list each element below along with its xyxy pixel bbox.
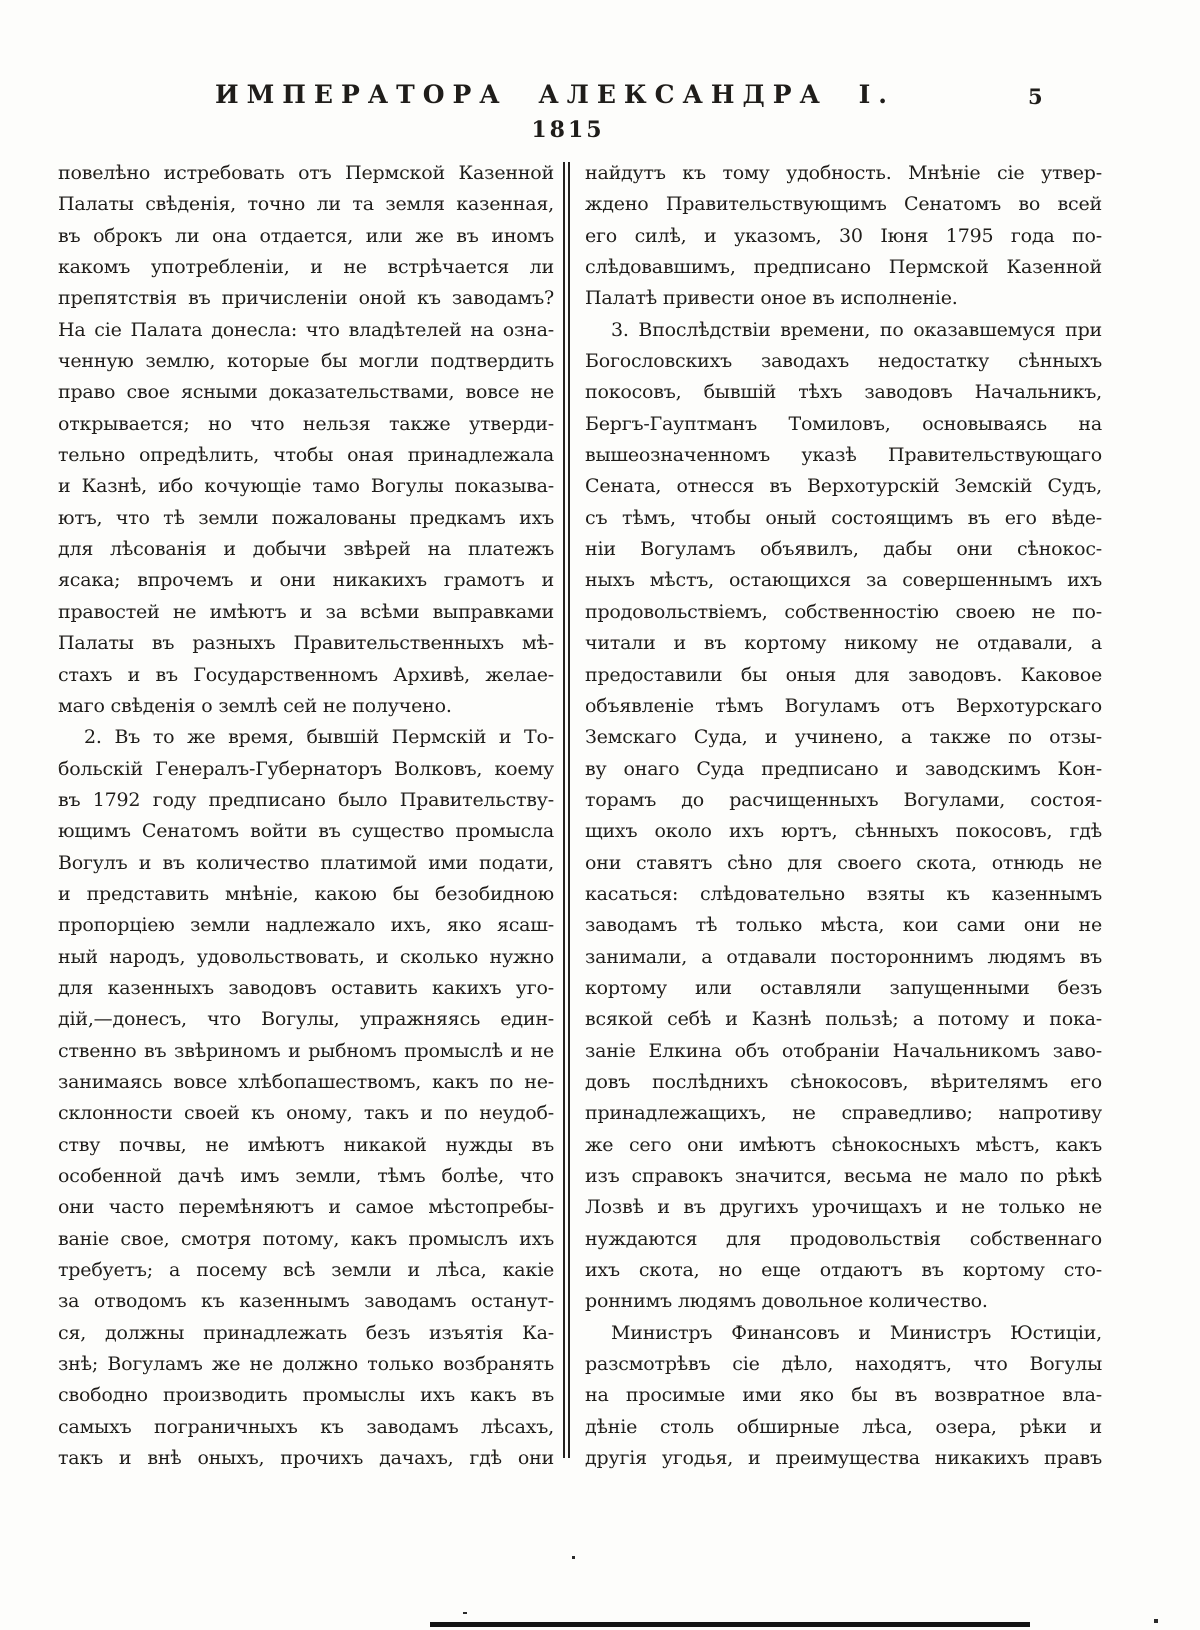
- text-line: ству почвы, не имѣютъ никакой нужды въ: [58, 1133, 554, 1156]
- text-line: изъ справокъ значится, весьма не мало по рѣкѣ: [585, 1165, 1102, 1187]
- scan-speck: [1154, 1619, 1158, 1623]
- text-line: тельно опредѣлить, чтобы оная принадлежала: [58, 444, 554, 467]
- text-line: Министръ Финансовъ и Министръ Юстиціи,: [611, 1321, 1102, 1344]
- text-line: ченную землю, которые бы могли подтвердить: [58, 350, 554, 373]
- text-line: самыхъ пограничныхъ къ заводамъ лѣсахъ,: [58, 1415, 554, 1438]
- text-line: касаться: слѣдовательно взяты къ казеннымъ: [585, 882, 1102, 905]
- text-line: же сего они имѣютъ сѣнокосныхъ мѣстъ, какъ: [585, 1133, 1102, 1156]
- text-line: за отводомъ къ казеннымъ заводамъ останут-: [58, 1290, 554, 1313]
- text-line: Богословскихъ заводахъ недостатку сѣнныхъ: [585, 350, 1102, 373]
- column-divider-rule: [563, 162, 570, 1458]
- text-line: ный народъ, удовольствовать, и сколько нужно: [58, 945, 554, 968]
- page-title: ИМПЕРАТОРА АЛЕКСАНДРА I.: [215, 80, 895, 109]
- text-line: повелѣно истребовать отъ Пермской Казенной: [58, 162, 554, 184]
- text-line: вышеозначенномъ указѣ Правительствующаго: [585, 444, 1102, 467]
- text-line: дѣніе столь обширные лѣса, озера, рѣки и: [585, 1415, 1102, 1438]
- text-line: въ оброкъ ли она отдается, или же въ иномъ: [58, 224, 554, 247]
- text-line: Вогулъ и въ количество платимой ими подати,: [58, 851, 554, 874]
- page-number: 5: [1028, 84, 1043, 109]
- text-line: Палатѣ привести оное въ исполненіе.: [585, 287, 958, 310]
- text-line: въ 1792 году предписано было Правительству-: [58, 788, 554, 811]
- text-line: другія угодья, и преимущества никакихъ правъ: [585, 1447, 1102, 1470]
- text-line: открывается; но что нельзя также утверди-: [58, 412, 554, 435]
- text-line: ждено Правительствующимъ Сенатомъ во всей: [585, 193, 1102, 216]
- text-line: заводамъ тѣ только мѣста, кои сами они не: [585, 914, 1102, 937]
- text-line: нуждаются для продовольствія собственнаго: [585, 1227, 1102, 1250]
- text-line: свободно производить промыслы ихъ какъ въ: [58, 1384, 554, 1407]
- scan-speck: [463, 1612, 467, 1614]
- text-line: На сіе Палата донесла: что владѣтелей на озна-: [58, 318, 554, 341]
- text-line: слѣдовавшимъ, предписано Пермской Казенной: [585, 256, 1102, 279]
- text-line: они часто перемѣняютъ и самое мѣстопребы-: [58, 1196, 554, 1219]
- text-line: заніе Елкина объ отобраніи Начальникомъ заво-: [585, 1039, 1102, 1062]
- text-line: 2. Въ то же время, бывшій Пермскій и То-: [84, 726, 554, 749]
- text-line: объявленіе тѣмъ Вогуламъ отъ Верхотурскаго: [585, 694, 1102, 717]
- text-line: найдутъ къ тому удобность. Мнѣніе сіе утвер-: [585, 162, 1102, 184]
- text-line: какомъ употребленіи, и не встрѣчается ли: [58, 256, 554, 279]
- text-line: ваніе свое, смотря потому, какъ промыслъ ихъ: [58, 1227, 554, 1250]
- text-line: его силѣ, и указомъ, 30 Іюня 1795 года по-: [585, 224, 1102, 247]
- text-line: щихъ около ихъ юртъ, сѣнныхъ покосовъ, гдѣ: [585, 820, 1102, 843]
- text-line: кортому или оставляли запущенными безъ: [585, 976, 1102, 999]
- text-line: занимали, а отдавали постороннимъ людямъ въ: [585, 945, 1102, 968]
- text-line: ся, должны принадлежать безъ изъятія Ка-: [58, 1321, 554, 1344]
- text-line: ныхъ мѣстъ, остающихся за совершеннымъ ихъ: [585, 569, 1102, 592]
- text-line: продовольствіемъ, собственностію своею не по-: [585, 600, 1102, 623]
- scan-speck: [572, 1556, 575, 1559]
- text-line: правостей не имѣютъ и за всѣми выправками: [58, 600, 554, 623]
- text-line: ясака; впрочемъ и они никакихъ грамотъ и: [58, 569, 554, 592]
- text-line: для лѣсованія и добычи звѣрей на платежъ: [58, 538, 554, 561]
- text-line: ющимъ Сенатомъ войти въ существо промысла: [58, 820, 554, 843]
- text-line: читали и въ кортому никому не отдавали, а: [585, 632, 1102, 655]
- text-line: право свое ясными доказательствами, вовсе не: [58, 381, 554, 404]
- text-line: ву онаго Суда предписано и заводскимъ Кон-: [585, 757, 1102, 780]
- text-line: и Казнѣ, ибо кочующіе тамо Вогулы показыва-: [58, 475, 554, 498]
- text-line: предоставили бы оныя для заводовъ. Каковое: [585, 663, 1102, 686]
- text-line: Лозвѣ и въ другихъ урочищахъ и не только не: [585, 1196, 1102, 1219]
- text-line: ственно въ звѣриномъ и рыбномъ промыслѣ и не: [58, 1039, 554, 1062]
- year-heading: 1815: [531, 117, 605, 143]
- text-line: Палаты свѣденія, точно ли та земля казенная,: [58, 193, 554, 216]
- text-line: разсмотрѣвъ сіе дѣло, находятъ, что Вогулы: [585, 1353, 1102, 1376]
- text-line: торамъ до расчищенныхъ Вогулами, состоя-: [585, 788, 1102, 811]
- text-line: и представить мнѣніе, какою бы безобидною: [58, 882, 554, 905]
- text-line: на просимые ими яко бы въ возвратное вла-: [585, 1384, 1102, 1407]
- text-line: Сената, отнесся въ Верхотурскій Земскій Судъ,: [585, 475, 1102, 498]
- text-line: склонности своей къ оному, такъ и по неудоб-: [58, 1102, 554, 1125]
- text-line: знѣ; Вогуламъ же не должно только возбранять: [58, 1353, 554, 1376]
- text-line: пропорціею земли надлежало ихъ, яко ясаш-: [58, 914, 554, 937]
- right-column: [585, 158, 1102, 1474]
- text-line: такъ и внѣ оныхъ, прочихъ дачахъ, гдѣ они: [58, 1447, 554, 1470]
- text-line: покосовъ, бывшій тѣхъ заводовъ Начальникъ,: [585, 381, 1102, 404]
- text-line: дій,—донесъ, что Вогулы, упражняясь един-: [58, 1008, 554, 1031]
- text-line: Палаты въ разныхъ Правительственныхъ мѣ-: [58, 632, 554, 655]
- text-line: ихъ скота, но еще отдаютъ въ кортому сто-: [585, 1259, 1102, 1282]
- text-line: для казенныхъ заводовъ оставить какихъ уго-: [58, 976, 554, 999]
- text-line: ютъ, что тѣ земли пожалованы предкамъ ихъ: [58, 506, 554, 529]
- text-line: Бергъ-Гауптманъ Томиловъ, основываясь на: [585, 412, 1102, 435]
- text-line: роннимъ людямъ довольное количество.: [585, 1290, 988, 1313]
- scan-artifact-bar: [430, 1622, 1030, 1627]
- text-line: они ставятъ сѣно для своего скота, отнюдь не: [585, 851, 1102, 874]
- text-line: довъ послѣднихъ сѣнокосовъ, вѣрителямъ его: [585, 1070, 1102, 1093]
- text-line: всякой себѣ и Казнѣ пользѣ; а потому и пока-: [585, 1008, 1102, 1031]
- text-line: маго свѣденія о землѣ сей не получено.: [58, 694, 452, 717]
- text-line: требуетъ; а посему всѣ земли и лѣса, какіе: [58, 1259, 554, 1282]
- text-line: Земскаго Суда, и учинено, а также по отзы-: [585, 726, 1102, 749]
- text-line: стахъ и въ Государственномъ Архивѣ, желае-: [58, 663, 554, 686]
- text-line: препятствія въ причисленіи оной къ заводамъ?: [58, 287, 554, 310]
- text-line: больскій Генералъ-Губернаторъ Волковъ, коему: [58, 757, 554, 780]
- text-line: принадлежащихъ, не справедливо; напротиву: [585, 1102, 1102, 1125]
- text-line: особенной дачѣ имъ земли, тѣмъ болѣе, что: [58, 1165, 554, 1187]
- left-column: [58, 158, 554, 1474]
- text-line: съ тѣмъ, чтобы оный состоящимъ въ его вѣде-: [585, 506, 1102, 529]
- text-line: 3. Впослѣдствіи времени, по оказавшемуся при: [611, 318, 1102, 341]
- text-line: ніи Вогуламъ объявилъ, дабы они сѣнокос-: [585, 538, 1102, 561]
- text-line: занимаясь вовсе хлѣбопашествомъ, какъ по не-: [58, 1070, 554, 1093]
